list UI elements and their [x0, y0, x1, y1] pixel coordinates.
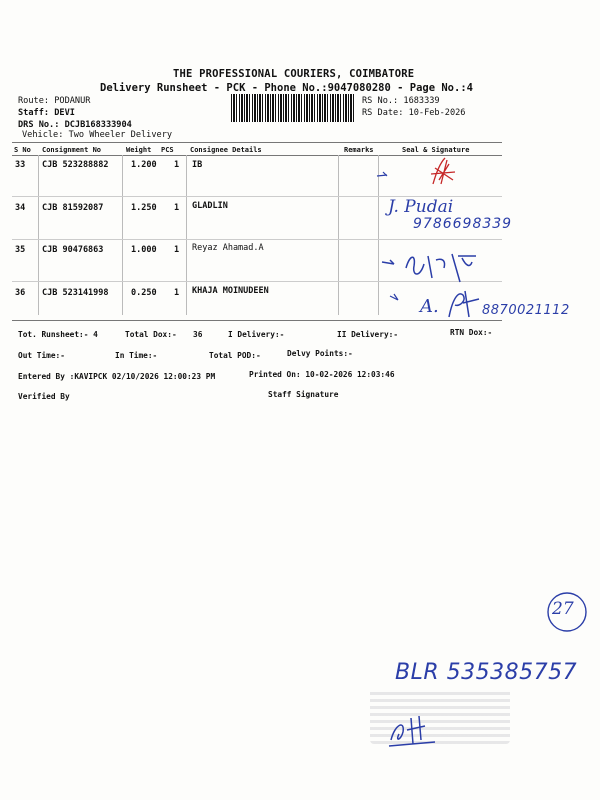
row-33-consignee: IB: [192, 160, 203, 170]
bottom-reference-number: BLR 535385757: [395, 660, 578, 685]
col-separator: [38, 155, 39, 315]
row-33-consignment: CJB 523288882: [42, 160, 109, 170]
col-separator: [338, 155, 339, 315]
row-35-signature: [380, 248, 530, 288]
vehicle-label: Vehicle: Two Wheeler Delivery: [22, 130, 173, 140]
verified-by: Verified By: [18, 392, 70, 401]
runsheet-subtitle: Delivery Runsheet - PCK - Phone No.:9047080280 - Page No.:4: [100, 82, 473, 94]
circled-number: 27: [552, 599, 574, 619]
col-header-remarks: Remarks: [344, 146, 374, 154]
barcode-image: [231, 94, 355, 122]
delvy-points: Delvy Points:-: [287, 349, 353, 358]
col-separator: [186, 155, 187, 315]
row-35-pcs: 1: [174, 245, 180, 255]
row-35-consignee: Reyaz Ahamad.A: [192, 243, 264, 253]
row-34-pcs: 1: [174, 203, 180, 213]
row-34-signature-name: J. Pudai: [388, 197, 454, 217]
row-divider: [12, 239, 502, 240]
red-seal-scribble: [375, 150, 495, 192]
table-bottom-rule: [12, 320, 502, 321]
row-36-sno: 36: [15, 288, 26, 298]
row-35-weight: 1.000: [131, 245, 157, 255]
row-36-phone: 8870021112: [482, 303, 570, 318]
row-35-consignment: CJB 90476863: [42, 245, 104, 255]
row-34-sno: 34: [15, 203, 26, 213]
staff-signature-label: Staff Signature: [268, 390, 339, 399]
row-33-sno: 33: [15, 160, 26, 170]
route-label: Route: PODANUR: [18, 96, 91, 106]
in-time: In Time:-: [115, 351, 158, 360]
i-delivery: I Delivery:-: [228, 330, 285, 339]
entered-by: Entered By :KAVIPCK 02/10/2026 12:00:23 PM: [18, 372, 216, 381]
row-36-pcs: 1: [174, 288, 180, 298]
row-36-signature-name: A.: [420, 296, 439, 317]
row-36-weight: 0.250: [131, 288, 157, 298]
row-36-signature: [445, 287, 485, 321]
initials-signature: [385, 710, 445, 750]
col-header-weight: Weight: [126, 146, 152, 154]
printed-on: Printed On: 10-02-2026 12:03:46: [249, 370, 395, 379]
row-36-consignee: KHAJA MOINUDEEN: [192, 286, 269, 296]
tot-runsheet: Tot. Runsheet:- 4: [18, 330, 98, 339]
row-34-consignee: GLADLIN: [192, 201, 228, 211]
row-35-sno: 35: [15, 245, 26, 255]
col-separator: [122, 155, 123, 315]
total-dox-label: Total Dox:-: [125, 330, 177, 339]
rs-number: RS No.: 1683339: [362, 96, 440, 106]
col-header-consignee: Consignee Details: [190, 146, 262, 154]
drs-number: DRS No.: DCJB168333904: [18, 120, 132, 130]
company-title: THE PROFESSIONAL COURIERS, COIMBATORE: [173, 68, 415, 80]
col-header-pcs: PCS: [161, 146, 174, 154]
col-header-seal-signature: Seal & Signature: [402, 146, 470, 154]
table-top-rule: [12, 142, 502, 143]
row-34-consignment: CJB 81592087: [42, 203, 104, 213]
ii-delivery: II Delivery:-: [337, 330, 399, 339]
row-34-phone: 9786698339: [413, 216, 513, 232]
row-33-weight: 1.200: [131, 160, 157, 170]
staff-label: Staff: DEVI: [18, 108, 75, 118]
rs-date: RS Date: 10-Feb-2026: [362, 108, 466, 118]
col-header-consignment: Consignment No: [42, 146, 102, 154]
total-pod: Total POD:-: [209, 351, 261, 360]
row-33-pcs: 1: [174, 160, 180, 170]
rtn-dox: RTN Dox:-: [450, 328, 493, 337]
total-dox-value: 36: [193, 330, 203, 339]
row-36-consignment: CJB 523141998: [42, 288, 109, 298]
out-time: Out Time:-: [18, 351, 65, 360]
row-34-weight: 1.250: [131, 203, 157, 213]
col-header-sno: S No: [14, 146, 31, 154]
